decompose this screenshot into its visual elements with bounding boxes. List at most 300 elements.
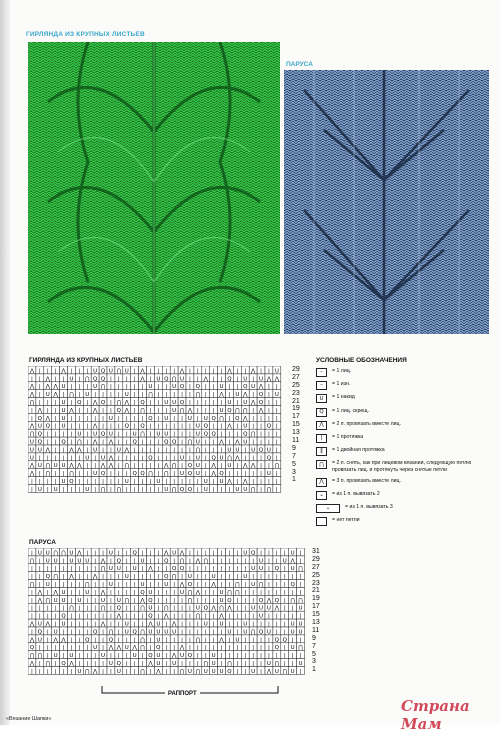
chart-symbol: | [173, 447, 176, 454]
chart-symbol: | [54, 613, 57, 620]
chart-symbol: Q [258, 447, 264, 454]
chart-symbol: | [189, 637, 191, 644]
chart-symbol: | [212, 384, 215, 391]
chart-symbol: | [212, 637, 215, 644]
chart-symbol: | [260, 550, 262, 557]
chart-symbol: Q [61, 661, 66, 667]
chart1-title: ГИРЛЯНДА ИЗ КРУПНЫХ ЛИСТЬЕВ [29, 357, 143, 364]
chart-symbol: | [228, 582, 231, 588]
chart-symbol: | [236, 550, 239, 557]
chart-symbol: | [228, 384, 231, 391]
chart-symbol: U [37, 621, 42, 628]
chart-symbol: | [31, 407, 33, 414]
chart-symbol: | [141, 439, 144, 446]
chart-symbol: | [38, 400, 41, 406]
row-number: 27 [292, 373, 300, 381]
chart-symbol: | [189, 613, 191, 620]
row-number: 1 [312, 666, 316, 674]
chart-symbol: | [220, 661, 223, 667]
chart-symbol: | [275, 407, 278, 414]
chart-symbol: | [220, 486, 223, 493]
chart-symbol: | [86, 574, 89, 581]
chart-symbol: | [299, 668, 302, 675]
chart-symbol: | [94, 653, 97, 660]
chart-symbol: U [108, 415, 113, 422]
chart-symbol: ⋀ [171, 621, 177, 628]
chart-symbol: ⋀ [29, 423, 35, 430]
chart-symbol: | [70, 486, 73, 493]
chart-symbol: | [244, 605, 247, 612]
chart-symbol: | [204, 550, 207, 557]
chart-symbol: ⋂ [187, 589, 193, 596]
chart-symbol: | [196, 407, 199, 414]
chart-symbol: | [157, 471, 160, 478]
chart-symbol: ⋂ [84, 668, 90, 675]
chart-symbol: ⋀ [242, 463, 248, 470]
chart-symbol: ⋂ [187, 597, 193, 604]
chart-symbol: U [148, 605, 153, 612]
chart-symbol: U [93, 431, 98, 438]
chart-symbol: | [54, 415, 57, 422]
chart-symbol: ⋂ [100, 384, 106, 391]
chart-symbol: | [236, 661, 239, 667]
chart-symbol: | [78, 621, 81, 628]
chart-symbol: | [173, 668, 176, 675]
chart-symbol: | [204, 589, 207, 596]
chart-symbol: | [133, 368, 136, 375]
chart-symbol: | [133, 447, 136, 454]
chart-symbol: ⋂ [45, 471, 51, 478]
chart-symbol: ⋂ [53, 574, 58, 581]
row-number: 29 [312, 555, 320, 563]
chart-symbol: ⋀ [45, 447, 51, 454]
chart-symbol: | [38, 392, 41, 399]
chart-symbol: | [78, 645, 81, 652]
chart-symbol: U [140, 582, 145, 588]
chart-symbol: | [133, 621, 136, 628]
chart-symbol: | [252, 439, 255, 446]
legend-item [316, 447, 496, 456]
chart-symbol: | [149, 376, 152, 383]
chart-symbol: | [54, 400, 57, 406]
chart-symbol: | [46, 400, 49, 406]
chart-symbol: | [204, 629, 207, 636]
chart-symbol: | [268, 439, 270, 446]
chart-symbol: | [236, 368, 239, 375]
chart-symbol: | [117, 415, 120, 422]
chart-symbol: Q [171, 566, 177, 573]
chart-symbol: | [133, 463, 136, 470]
chart-symbol: U [164, 582, 169, 588]
chart-symbol: | [268, 653, 270, 660]
chart-symbol: | [189, 550, 191, 557]
chart-symbol: | [173, 597, 176, 604]
chart-symbol: | [275, 423, 278, 430]
chart-symbol: | [275, 486, 278, 493]
chart-symbol: | [102, 582, 104, 588]
chart-symbol: | [54, 661, 57, 667]
chart-symbol: | [62, 629, 65, 636]
chart-symbol: | [102, 668, 104, 675]
chart-symbol: | [54, 407, 57, 414]
chart-symbol: | [46, 479, 49, 485]
chart-symbol: | [133, 415, 136, 422]
chart-symbol: | [94, 479, 97, 485]
chart-symbol: U [108, 582, 113, 588]
chart-symbol: | [102, 439, 104, 446]
chart-symbol: | [173, 392, 176, 399]
chart-symbol: Q [69, 479, 74, 485]
chart-symbol: | [133, 423, 136, 430]
chart-symbol: | [196, 566, 199, 573]
chart-symbol: ⋂ [100, 605, 106, 612]
chart-symbol: Q [235, 415, 240, 422]
chart-symbol: | [102, 637, 104, 644]
chart-symbol: U [290, 629, 295, 636]
chart-symbol: ⋀ [116, 613, 122, 620]
chart-symbol: ⋂ [45, 661, 51, 667]
chart-symbol: U [164, 415, 169, 422]
chart-symbol: | [189, 423, 191, 430]
legend-text: = нет петли [332, 517, 360, 524]
chart-symbol: | [244, 589, 247, 596]
chart-symbol: | [204, 392, 207, 399]
chart-symbol: | [157, 574, 160, 581]
chart-symbol: U [211, 661, 216, 667]
chart-symbol: Q [290, 582, 295, 588]
chart-symbol: | [260, 574, 262, 581]
chart-symbol: | [31, 415, 33, 422]
row-number: 25 [312, 571, 320, 579]
chart-symbol: | [196, 629, 199, 636]
chart-symbol: Q [100, 471, 106, 478]
chart-symbol: U [195, 439, 200, 446]
chart-symbol: | [204, 455, 207, 462]
chart-symbol: | [275, 653, 278, 660]
chart-symbol: | [236, 376, 239, 383]
chart-symbol: | [54, 368, 57, 375]
chart-symbol: ⋀ [69, 407, 74, 414]
chart-symbol: | [141, 447, 144, 454]
chart-symbol: ⋀ [92, 574, 98, 581]
chart-symbol: ⋀ [92, 407, 98, 414]
chart-symbol: | [244, 613, 247, 620]
chart-symbol: ⋀ [69, 463, 74, 470]
chart-symbol: Q [132, 471, 137, 478]
chart-symbol: | [189, 605, 191, 612]
chart-symbol: ⋀ [108, 463, 114, 470]
chart-symbol: Q [274, 597, 280, 604]
chart-symbol: | [62, 486, 65, 493]
chart-symbol: ⋀ [77, 463, 82, 470]
chart-symbol: | [244, 597, 247, 604]
chart-symbol: | [117, 589, 120, 596]
chart-symbol: ⋂ [163, 605, 169, 612]
chart-symbol: | [268, 558, 270, 565]
chart-symbol: ⋂ [61, 550, 66, 557]
chart-symbol: | [78, 376, 81, 383]
chart-symbol: U [187, 415, 192, 422]
chart-symbol: | [133, 613, 136, 620]
chart-symbol: | [54, 439, 57, 446]
chart1-grid [28, 366, 282, 494]
chart-symbol: | [196, 486, 199, 493]
chart-symbol: | [157, 550, 160, 557]
legend-symbol: U [316, 394, 327, 403]
chart-symbol: Q [243, 384, 248, 391]
chart-symbol: U [266, 471, 271, 478]
chart-symbol: | [110, 384, 112, 391]
chart-symbol: ⋀ [148, 566, 153, 573]
chart-symbol: U [61, 415, 66, 422]
chart-symbol: | [299, 558, 302, 565]
chart-symbol: | [149, 447, 152, 454]
chart-symbol: | [189, 392, 191, 399]
chart-symbol: U [227, 463, 232, 470]
chart-symbol: | [102, 613, 104, 620]
chart-symbol: ⋀ [132, 645, 137, 652]
chart-symbol: ⋀ [227, 368, 232, 375]
chart-symbol: | [86, 384, 89, 391]
chart-symbol: | [236, 653, 239, 660]
chart-symbol: U [259, 613, 264, 620]
chart-symbol: | [86, 645, 89, 652]
chart-symbol: | [181, 629, 183, 636]
chart-symbol: | [204, 384, 207, 391]
chart-symbol: | [117, 582, 120, 588]
chart-symbol: ⋀ [219, 439, 224, 446]
chart-symbol: | [236, 574, 239, 581]
chart-symbol: ⋀ [100, 463, 106, 470]
chart-symbol: | [62, 376, 65, 383]
chart-symbol: U [108, 550, 113, 557]
chart-symbol: | [54, 447, 57, 454]
chart-symbol: ⋂ [250, 629, 256, 636]
chart-symbol: U [251, 668, 256, 675]
chart-symbol: | [38, 668, 41, 675]
chart-symbol: | [86, 368, 89, 375]
chart-symbol: Q [274, 645, 280, 652]
legend-symbol: – [316, 368, 327, 377]
chart-symbol: U [116, 447, 121, 454]
chart-symbol: | [157, 597, 160, 604]
chart-symbol: | [46, 668, 49, 675]
chart-symbol: U [45, 582, 50, 588]
chart-symbol: Q [148, 415, 153, 422]
chart-symbol: U [298, 629, 303, 636]
chart-symbol: U [61, 479, 66, 485]
chart-symbol: ⋀ [140, 368, 145, 375]
chart-symbol: ⋂ [69, 392, 74, 399]
section-tab-garland: ГИРЛЯНДА ИЗ КРУПНЫХ ЛИСТЬЕВ [26, 31, 145, 38]
chart-symbol: U [195, 471, 200, 478]
chart-symbol: | [244, 471, 247, 478]
chart-symbol: Q [148, 613, 153, 620]
chart-symbol: U [259, 558, 264, 565]
chart-symbol: | [196, 661, 199, 667]
chart-symbol: | [228, 574, 231, 581]
chart-symbol: ⋀ [187, 407, 193, 414]
chart-symbol: | [236, 621, 239, 628]
chart-symbol: | [54, 423, 57, 430]
chart-symbol: | [173, 605, 176, 612]
chart-symbol: ⋀ [179, 645, 185, 652]
chart-symbol: ⋀ [219, 637, 224, 644]
chart-symbol: U [61, 407, 66, 414]
chart-symbol: U [45, 550, 50, 557]
chart-symbol: | [173, 423, 176, 430]
chart-symbol: ⋂ [45, 463, 51, 470]
chart-symbol: U [227, 629, 232, 636]
chart-symbol: Q [100, 431, 106, 438]
row-number: 7 [292, 452, 296, 460]
row-number: 17 [292, 413, 300, 421]
chart-symbol: ⋀ [29, 463, 35, 470]
chart-symbol: | [220, 645, 223, 652]
chart-symbol: | [204, 582, 207, 588]
chart-symbol: U [116, 668, 121, 675]
chart-symbol: U [219, 455, 224, 462]
chart-symbol: U [164, 400, 169, 406]
chart-symbol: | [70, 368, 73, 375]
chart-symbol: U [77, 668, 82, 675]
chart-symbol: Q [227, 597, 232, 604]
legend-text: = 1 двойная протяжка [332, 447, 385, 454]
chart-symbol: U [219, 589, 224, 596]
chart-symbol: | [86, 566, 89, 573]
chart-symbol: | [70, 455, 73, 462]
chart-symbol: | [212, 597, 215, 604]
chart-symbol: | [220, 582, 223, 588]
chart-symbol: | [299, 653, 302, 660]
chart-symbol: | [165, 621, 168, 628]
chart-symbol: | [165, 566, 168, 573]
chart-symbol: | [181, 415, 183, 422]
chart-symbol: Q [227, 376, 232, 383]
chart-symbol: | [157, 415, 160, 422]
chart-symbol: | [125, 550, 128, 557]
chart-symbol: | [173, 368, 176, 375]
chart-symbol: | [173, 589, 176, 596]
chart-symbol: | [268, 479, 270, 485]
chart-symbol: | [78, 574, 81, 581]
chart-symbol: ⋂ [195, 613, 201, 620]
chart-symbol: | [102, 629, 104, 636]
chart-symbol: | [133, 589, 136, 596]
chart-symbol: | [236, 471, 239, 478]
chart-symbol: | [252, 455, 255, 462]
chart-symbol: | [54, 605, 57, 612]
chart-symbol: ⋂ [163, 471, 169, 478]
chart-symbol: | [236, 629, 239, 636]
chart-symbol: | [252, 392, 255, 399]
chart-symbol: | [212, 376, 215, 383]
chart-symbol: | [62, 455, 65, 462]
chart-symbol: | [110, 471, 112, 478]
chart-symbol: | [133, 661, 136, 667]
chart-symbol: | [31, 668, 33, 675]
chart-symbol: U [266, 629, 271, 636]
chart-symbol: | [260, 645, 262, 652]
chart-symbol: U [77, 431, 82, 438]
chart-symbol: | [46, 629, 49, 636]
chart-symbol: U [172, 629, 177, 636]
chart-symbol: | [165, 637, 168, 644]
chart-symbol: | [260, 668, 262, 675]
chart-symbol: | [149, 668, 152, 675]
chart-symbol: | [260, 621, 262, 628]
chart-symbol: Q [203, 431, 208, 438]
chart-symbol: U [148, 384, 153, 391]
chart-symbol: ⋂ [203, 661, 209, 667]
legend-text: = 2 п. снять, как при лицевом вязании, следующую петлю провязать лиц. и протянуть через снятые петли [332, 460, 472, 473]
chart-symbol: U [156, 629, 161, 636]
chart-symbol: ⋂ [37, 653, 43, 660]
chart-symbol: | [165, 384, 168, 391]
chart-symbol: | [212, 368, 215, 375]
chart-symbol: | [94, 661, 97, 667]
chart-symbol: | [62, 447, 65, 454]
chart-symbol: ⋂ [298, 597, 303, 604]
chart-symbol: | [189, 431, 191, 438]
chart-symbol: | [78, 423, 81, 430]
chart-symbol: ⋀ [100, 589, 106, 596]
chart-symbol: | [117, 431, 120, 438]
chart-symbol: | [283, 582, 286, 588]
chart-symbol: | [78, 392, 81, 399]
chart-symbol: | [189, 645, 191, 652]
chart-symbol: Q [132, 629, 137, 636]
chart-symbol: | [252, 407, 255, 414]
chart-symbol: ⋀ [179, 582, 185, 588]
chart-symbol: | [228, 392, 231, 399]
chart-symbol: U [93, 384, 98, 391]
chart-symbol: ⋂ [140, 645, 145, 652]
chart-symbol: | [275, 439, 278, 446]
chart-symbol: | [102, 423, 104, 430]
chart-symbol: | [268, 407, 270, 414]
chart-symbol: | [291, 613, 294, 620]
chart-symbol: U [274, 668, 279, 675]
chart-symbol: | [38, 613, 41, 620]
chart-symbol: | [299, 589, 302, 596]
chart-symbol: | [157, 605, 160, 612]
chart-symbol: Q [258, 629, 264, 636]
chart-symbol: U [180, 471, 185, 478]
chart-symbol: | [31, 486, 33, 493]
chart-symbol: | [260, 637, 262, 644]
chart-symbol: | [70, 582, 73, 588]
chart-symbol: ⋀ [29, 368, 35, 375]
blue-knit-photo [284, 70, 489, 334]
chart-symbol: U [45, 558, 50, 565]
chart-symbol: | [46, 589, 49, 596]
chart-symbol: U [148, 589, 153, 596]
chart-symbol: | [260, 471, 262, 478]
chart-symbol: | [252, 621, 255, 628]
chart-symbol: | [125, 668, 128, 675]
chart-symbol: | [283, 605, 286, 612]
row-number: 11 [312, 626, 320, 634]
chart-symbol: | [46, 407, 49, 414]
chart-symbol: Q [258, 392, 264, 399]
chart-symbol: | [291, 661, 294, 667]
chart-symbol: | [212, 621, 215, 628]
chart-symbol: ⋂ [108, 629, 114, 636]
chart-symbol: Q [187, 486, 193, 493]
chart-symbol: ⋀ [140, 376, 145, 383]
row-number: 15 [312, 611, 320, 619]
